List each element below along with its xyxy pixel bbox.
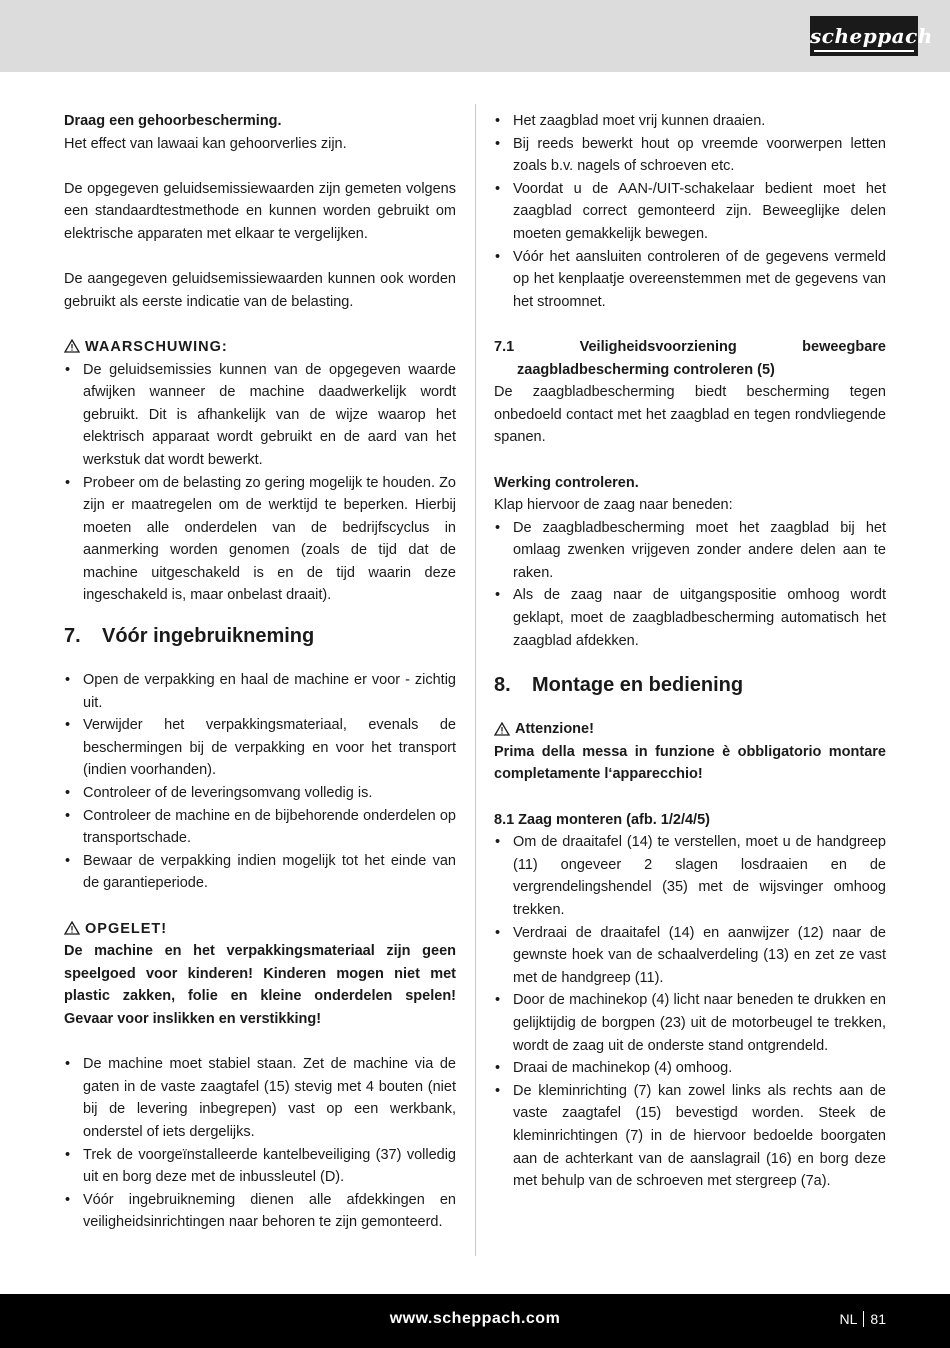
- scheppach-logo: scheppach: [810, 16, 918, 56]
- list-item: • Open de verpakking en haal de machine er voor - zichtig uit.: [64, 669, 456, 714]
- list-item: • Controleer de machine en de bijbehorende onderdelen op transportschade.: [64, 805, 456, 850]
- list-item: • Voordat u de AAN-/UIT-schakelaar bedient moet het zaagblad correct gemonteerd zijn. Beweeglijke delen moeten gemakkelijk bewegen.: [494, 178, 886, 246]
- hearing-protection-heading: Draag een gehoorbescherming.: [64, 113, 282, 129]
- list-item: • Verdraai de draaitafel (14) en aanwijzer (12) naar de gewnste hoek van de schaalverdeling (13) en zet ze vast met de handgreep (11).: [494, 922, 886, 990]
- section-title: Montage en bediening: [532, 674, 744, 697]
- list-item: • Verwijder het verpakkingsmateriaal, evenals de beschermingen bij de verpakking en voor het transport (indien voorhanden).: [64, 714, 456, 782]
- attention-text: Prima della messa in funzione è obbligatorio montare completamente l‘apparecchio!: [494, 743, 886, 783]
- list-item: • Door de machinekop (4) licht naar beneden te drukken en gelijktijdig de borgpen (23) uit de motorbeugel te trekken, wordt de zaag uit de onderste stand ontgrendeld.: [494, 989, 886, 1057]
- language-code: NL: [839, 1311, 858, 1327]
- list-item: • De zaagbladbescherming moet het zaagblad bij het omlaag zwenken vrijgeven zonder andere delen aan te raken.: [494, 517, 886, 585]
- hearing-protection-text: Het effect van lawaai kan gehoorverlies zijn.: [64, 135, 347, 152]
- warning-title: WAARSCHUWING:: [85, 338, 228, 355]
- caution-title: OPGELET!: [85, 920, 168, 937]
- warning-list: [64, 359, 456, 608]
- list-item: • De geluidsemissies kunnen van de opgegeven waarde afwijken wanneer de machine daadwerkelijk wordt gebruikt. Dit is afhankelijk van de wijze waarop het elektrisch apparaat wordt gebruikt en de aard van het werkstuk dat wordt bewerkt.: [64, 359, 456, 472]
- section-8-heading: [494, 662, 886, 708]
- attention-heading: [494, 718, 886, 741]
- checks-list: [494, 110, 886, 313]
- function-check-intro: Klap hiervoor de zaag naar beneden:: [494, 497, 733, 514]
- mounting-list: [64, 1053, 456, 1234]
- section-8-1-heading: 8.1 Zaag monteren (afb. 1/2/4/5): [494, 811, 710, 828]
- section-number: 7.: [64, 625, 81, 648]
- list-item: • Het zaagblad moet vrij kunnen draaien.: [494, 110, 886, 133]
- page-header: [0, 0, 950, 72]
- page-number: 81: [870, 1311, 886, 1327]
- caution-text: De machine en het verpakkingsmateriaal zijn geen speelgoed voor kinderen! Kinderen mogen niet met plastic zakken, folie en kleine onderdelen spelen! Gevaar voor inslikken en verstikking!: [64, 943, 456, 1027]
- page-footer: [0, 1294, 950, 1348]
- warning-triangle-icon: [494, 722, 510, 736]
- caution-heading: [64, 918, 456, 941]
- list-item: • Draai de machinekop (4) omhoog.: [494, 1057, 886, 1080]
- website-url: www.scheppach.com: [389, 1310, 561, 1327]
- list-item: • Trek de voorgeïnstalleerde kantelbeveiliging (37) volledig uit en borg deze met de inbussleutel (D).: [64, 1144, 456, 1189]
- list-item: • De machine moet stabiel staan. Zet de machine via de gaten in de vaste zaagtafel (15) stevig met 4 bouten (niet bij de levering inbegrepen) vast op een werkbank, onderstel of iets dergelijks.: [64, 1053, 456, 1143]
- column-divider: [475, 104, 476, 1256]
- left-column: [64, 110, 456, 1234]
- attention-title: Attenzione!: [515, 721, 594, 738]
- assembly-list: [494, 831, 886, 1193]
- list-item: • De kleminrichting (7) kan zowel links als rechts aan de vaste zaagtafel (15) bevestigd worden. Steek de kleminrichtingen (7) in de hiervoor bedoelde boorgaten aan de achterkant van de aanslagrail (16) en borg deze met behulp van de schroeven met stergreep (7a).: [494, 1080, 886, 1193]
- section-7-1-text: De zaagbladbescherming biedt bescherming tegen onbedoeld contact met het zaagblad en tegen rondvliegende spanen.: [494, 384, 886, 446]
- unpacking-list: [64, 669, 456, 895]
- section-7-heading: [64, 613, 456, 659]
- list-item: • Probeer om de belasting zo gering mogelijk te houden. Zo zijn er maatregelen om de werktijd te beperken. Hierbij moeten alle onderdelen van de bedrijfscyclus in aanmerking worden genomen (zoals de tijd dat de machine uitgeschakeld is en de tijd waarin deze ingeschakeld is, maar onbelast draait).: [64, 472, 456, 608]
- noise-emission-paragraph: De opgegeven geluidsemissiewaarden zijn gemeten volgens een standaardtestmethode en kunnen worden gebruikt om elektrische apparaten met elkaar te vergelijken.: [64, 180, 456, 242]
- list-item: • Bewaar de verpakking indien mogelijk tot het einde van de garantieperiode.: [64, 850, 456, 895]
- warning-triangle-icon: [64, 921, 80, 935]
- function-check-list: [494, 517, 886, 653]
- warning-triangle-icon: [64, 339, 80, 353]
- list-item: • Als de zaag naar de uitgangspositie omhoog wordt geklapt, moet de zaagbladbescherming automatisch het zaagblad afdekken.: [494, 584, 886, 652]
- list-item: • Vóór ingebruikneming dienen alle afdekkingen en veiligheidsinrichtingen naar behoren te zijn gemonteerd.: [64, 1189, 456, 1234]
- list-item: • Controleer of de leveringsomvang volledig is.: [64, 782, 456, 805]
- function-check-heading: Werking controleren.: [494, 474, 639, 491]
- list-item: • Vóór het aansluiten controleren of de gegevens vermeld op het kenplaatje overeenstemmen met de gegevens van het stroomnet.: [494, 246, 886, 314]
- page-indicator: [840, 1294, 886, 1344]
- section-title: Vóór ingebruikneming: [102, 625, 315, 648]
- list-item: • Om de draaitafel (14) te verstellen, moet u de handgreep (11) ongeveer 2 slagen losdraaien en de vergrendelingshendel (35) met de wijsvinger omhoog trekken.: [494, 831, 886, 921]
- warning-heading: [64, 336, 456, 359]
- list-item: • Bij reeds bewerkt hout op vreemde voorwerpen letten zoals b.v. nagels of schroeven etc.: [494, 133, 886, 178]
- section-7-1-heading: 7.1 Veiligheidsvoorziening beweegbare zaagbladbescherming controleren (5): [494, 338, 886, 378]
- noise-indication-paragraph: De aangegeven geluidsemissiewaarden kunnen ook worden gebruikt als eerste indicatie van de belasting.: [64, 271, 456, 310]
- right-column: [494, 110, 886, 1193]
- section-number: 8.: [494, 674, 511, 697]
